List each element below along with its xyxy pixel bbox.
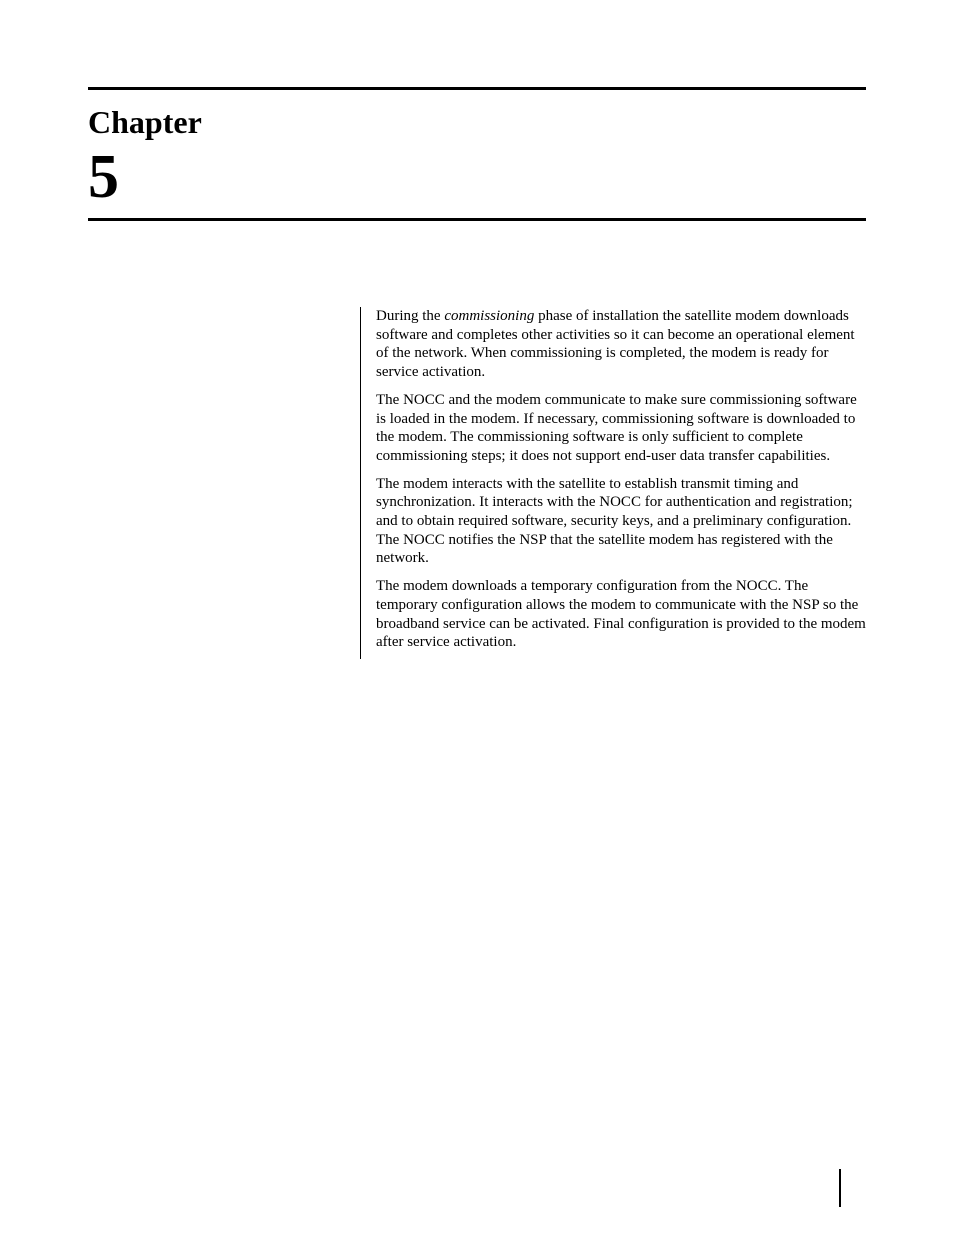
paragraph-commissioning-phase	[376, 307, 868, 382]
chapter-number: 5	[88, 143, 119, 211]
emphasis-term: commissioning	[444, 308, 535, 324]
chapter-top-rule	[88, 87, 866, 90]
chapter-bottom-rule	[88, 218, 866, 221]
chapter-label: Chapter	[88, 104, 202, 140]
body-text	[376, 307, 868, 661]
paragraph-temporary-configuration: The modem downloads a temporary configuration from the NOCC. The temporary configuration allows the modem to communicate with the NSP so the broadband service can be activated. Final configuration is provided to the modem after service activation.	[376, 578, 866, 651]
change-bar	[360, 307, 361, 659]
paragraph-satellite-interaction: The modem interacts with the satellite to establish transmit timing and synchronization. It interacts with the NOCC for authentication and registration; and to obtain required software, security keys, and a preliminary configuration. The NOCC notifies the NSP that the satellite modem has registered with the network.	[376, 475, 853, 567]
paragraph-nocc-communication: The NOCC and the modem communicate to make sure commissioning software is loaded in the modem. If necessary, commissioning software is downloaded to the modem. The commissioning software is only sufficient to complete commissioning steps; it does not support end-user data transfer capabilities.	[376, 391, 857, 464]
footer-bar	[839, 1169, 841, 1207]
paragraph-text: phase of installation the satellite modem downloads software and completes other activities so it can become an operational element of the network. When commissioning is completed, the modem is ready for service activation.	[376, 308, 855, 381]
paragraph-text: During the	[376, 308, 445, 324]
